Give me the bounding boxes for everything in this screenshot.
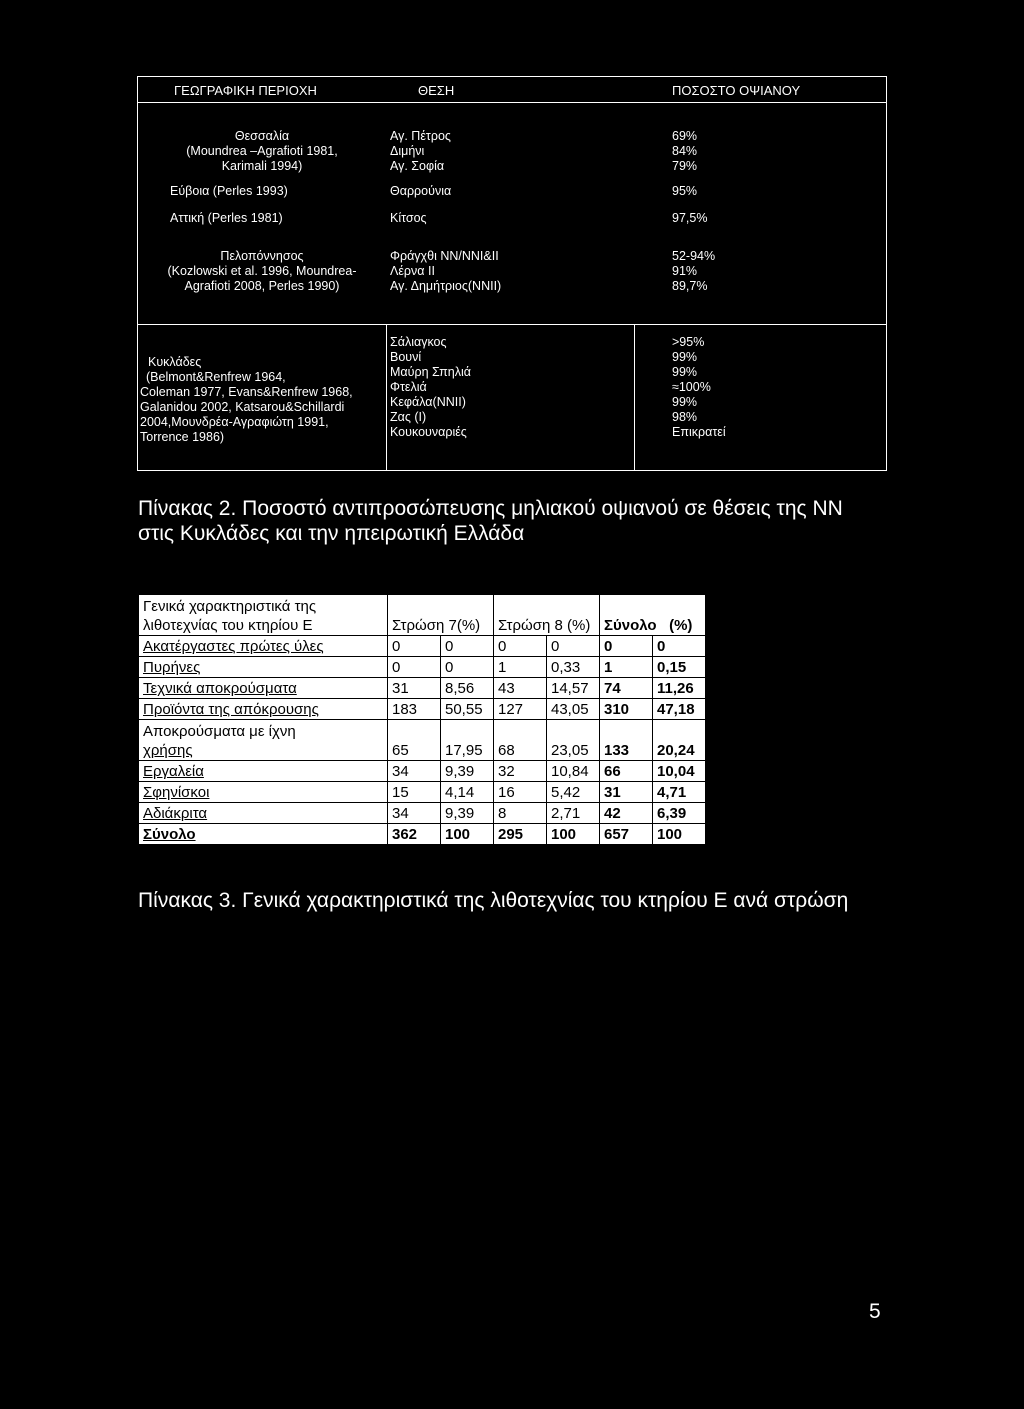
region-line: (Belmont&Renfrew 1964,	[146, 370, 286, 384]
site-line: Φράγχθι ΝΝ/ΝΝΙ&ΙΙ	[390, 249, 499, 263]
cell: 100	[653, 824, 706, 845]
cell: 0,15	[653, 657, 706, 678]
page-number: 5	[869, 1300, 881, 1323]
header-label-line: Γενικά χαρακτηριστικά της	[143, 598, 317, 615]
site-cell	[390, 335, 640, 440]
header-total-cell	[600, 595, 706, 636]
row-label-line: χρήσης	[143, 742, 193, 759]
percent-cell	[672, 184, 772, 199]
percent-cell	[672, 129, 772, 174]
percent-line: ≈100%	[672, 380, 711, 394]
site-cell	[390, 211, 640, 226]
cell: 15	[388, 782, 441, 803]
table-2	[137, 76, 887, 471]
cell: 0	[494, 636, 547, 657]
table-row	[139, 761, 706, 782]
percent-cell	[672, 211, 772, 226]
cell: 100	[441, 824, 494, 845]
cell: 42	[600, 803, 653, 824]
percent-line: 95%	[672, 184, 698, 198]
site-line: Κίτσος	[390, 211, 427, 225]
cell: 16	[494, 782, 547, 803]
table-3-header	[139, 595, 706, 636]
region-line: Αττική (Perles 1981)	[170, 211, 283, 225]
row-label: Τεχνικά αποκρούσματα	[139, 678, 388, 699]
cell: 133	[600, 720, 653, 761]
percent-line: 99%	[672, 365, 698, 379]
region-cell	[140, 355, 388, 445]
cell: 34	[388, 803, 441, 824]
region-line: Πελοπόννησος	[220, 249, 304, 263]
cell: 0	[388, 636, 441, 657]
site-line: Βουνί	[390, 350, 422, 364]
cell: 66	[600, 761, 653, 782]
cell: 20,24	[653, 720, 706, 761]
table-row	[139, 657, 706, 678]
site-line: Αγ. Σοφία	[390, 159, 445, 173]
region-line: Coleman 1977, Evans&Renfrew 1968,	[140, 385, 353, 399]
percent-line: 84%	[672, 144, 698, 158]
row-label-line: Αποκρούσματα με ίχνη	[143, 723, 296, 740]
site-line: Μαύρη Σπηλιά	[390, 365, 471, 379]
region-line: Εύβοια (Perles 1993)	[170, 184, 288, 198]
header-layer-7: Στρώση 7(%)	[388, 595, 494, 636]
region-line: 2004,Μουνδρέα-Αγραφιώτη 1991,	[140, 415, 329, 429]
percent-line: 91%	[672, 264, 698, 278]
row-label: Ακατέργαστες πρώτες ύλες	[139, 636, 388, 657]
cell: 8	[494, 803, 547, 824]
cell: 362	[388, 824, 441, 845]
cell: 50,55	[441, 699, 494, 720]
header-total-pct: (%)	[669, 617, 693, 634]
percent-line: 99%	[672, 350, 698, 364]
percent-cell	[672, 249, 772, 294]
cell: 0	[547, 636, 600, 657]
region-line: Karimali 1994)	[221, 159, 303, 173]
region-cell	[170, 184, 418, 199]
percent-line: 89,7%	[672, 279, 708, 293]
percent-line: 69%	[672, 129, 698, 143]
cell: 11,26	[653, 678, 706, 699]
cell: 0,33	[547, 657, 600, 678]
row-label: Πυρήνες	[139, 657, 388, 678]
region-line: Κυκλάδες	[148, 355, 202, 369]
cell: 4,71	[653, 782, 706, 803]
cell: 0	[653, 636, 706, 657]
cell: 310	[600, 699, 653, 720]
percent-line: >95%	[672, 335, 705, 349]
site-cell	[390, 184, 640, 199]
cell: 9,39	[441, 803, 494, 824]
cell: 2,71	[547, 803, 600, 824]
table-row-total	[139, 824, 706, 845]
cell: 183	[388, 699, 441, 720]
cell: 10,04	[653, 761, 706, 782]
cell: 0	[441, 636, 494, 657]
table-row	[139, 803, 706, 824]
region-cell	[138, 249, 386, 294]
cell: 0	[388, 657, 441, 678]
cell: 31	[600, 782, 653, 803]
cell: 10,84	[547, 761, 600, 782]
site-line: Φτελιά	[390, 380, 427, 394]
site-line: Διμήνι	[390, 144, 425, 158]
site-line: Σάλιαγκος	[390, 335, 447, 349]
row-label	[139, 720, 388, 761]
table-3-caption: Πίνακας 3. Γενικά χαρακτηριστικά της λιθοτεχνίας του κτηρίου Ε ανά στρώση	[138, 889, 849, 912]
header-region: ΓΕΩΓΡΑΦΙΚΗ ΠΕΡΙΟΧΗ	[174, 83, 317, 98]
cell: 4,14	[441, 782, 494, 803]
cell: 100	[547, 824, 600, 845]
header-layer-8: Στρώση 8 (%)	[494, 595, 600, 636]
region-line: (Kozlowski et al. 1996, Moundrea-	[167, 264, 357, 278]
region-line: (Moundrea –Agrafioti 1981,	[186, 144, 338, 158]
percent-line: 52-94%	[672, 249, 716, 263]
cell: 1	[600, 657, 653, 678]
cell: 127	[494, 699, 547, 720]
caption-line: Πίνακας 2. Ποσοστό αντιπροσώπευσης μηλιακού οψιανού σε θέσεις της ΝΝ	[138, 497, 843, 520]
cell: 43	[494, 678, 547, 699]
table-2-header	[138, 77, 886, 103]
region-line: Torrence 1986)	[140, 430, 225, 444]
cell: 0	[600, 636, 653, 657]
table-row	[139, 678, 706, 699]
percent-line: 97,5%	[672, 211, 708, 225]
table-row	[139, 782, 706, 803]
cell: 5,42	[547, 782, 600, 803]
region-line: Agrafioti 2008, Perles 1990)	[184, 279, 340, 293]
header-label-cell	[139, 595, 388, 636]
percent-line: 79%	[672, 159, 698, 173]
row-label: Αδιάκριτα	[139, 803, 388, 824]
site-line: Λέρνα ΙΙ	[390, 264, 435, 278]
site-line: Αγ. Πέτρος	[390, 129, 451, 143]
cell: 43,05	[547, 699, 600, 720]
row-label: Εργαλεία	[139, 761, 388, 782]
cell: 6,39	[653, 803, 706, 824]
row-label: Σφηνίσκοι	[139, 782, 388, 803]
cell: 1	[494, 657, 547, 678]
table-row	[139, 720, 706, 761]
cell: 14,57	[547, 678, 600, 699]
site-line: Κουκουναριές	[390, 425, 467, 439]
site-cell	[390, 129, 640, 174]
cell: 0	[441, 657, 494, 678]
site-line: Ζας (Ι)	[390, 410, 427, 424]
site-line: Κεφάλα(ΝΝΙΙ)	[390, 395, 466, 409]
cell: 657	[600, 824, 653, 845]
cell: 65	[388, 720, 441, 761]
cell: 8,56	[441, 678, 494, 699]
cell: 9,39	[441, 761, 494, 782]
row-label: Προϊόντα της απόκρουσης	[139, 699, 388, 720]
table-3	[138, 594, 706, 845]
row-label: Σύνολο	[139, 824, 388, 845]
site-line: Αγ. Δημήτριος(ΝΝΙΙ)	[390, 279, 502, 293]
region-cell	[138, 129, 386, 174]
site-line: Θαρρούνια	[390, 184, 452, 198]
cell: 34	[388, 761, 441, 782]
cell: 17,95	[441, 720, 494, 761]
header-label-line: λιθοτεχνίας του κτηρίου Ε	[143, 617, 313, 634]
header-percent: ΠΟΣΟΣΤΟ ΟΨΙΑΝΟΥ	[672, 83, 801, 98]
cell: 31	[388, 678, 441, 699]
percent-cell	[672, 335, 772, 440]
caption-line: στις Κυκλάδες και την ηπειρωτική Ελλάδα	[138, 522, 525, 545]
percent-line: 98%	[672, 410, 698, 424]
cell: 23,05	[547, 720, 600, 761]
region-cell	[170, 211, 418, 226]
table-row	[139, 699, 706, 720]
region-line: Galanidou 2002, Katsarou&Schillardi	[140, 400, 345, 414]
cell: 74	[600, 678, 653, 699]
header-site: ΘΕΣΗ	[418, 83, 455, 98]
table-row	[139, 636, 706, 657]
table-2-caption	[138, 496, 843, 546]
cell: 295	[494, 824, 547, 845]
header-total: Σύνολο	[604, 617, 657, 634]
cell: 47,18	[653, 699, 706, 720]
percent-line: Επικρατεί	[672, 425, 726, 439]
cell: 68	[494, 720, 547, 761]
region-line: Θεσσαλία	[234, 129, 290, 143]
site-cell	[390, 249, 640, 294]
section-divider	[138, 324, 886, 325]
cell: 32	[494, 761, 547, 782]
percent-line: 99%	[672, 395, 698, 409]
